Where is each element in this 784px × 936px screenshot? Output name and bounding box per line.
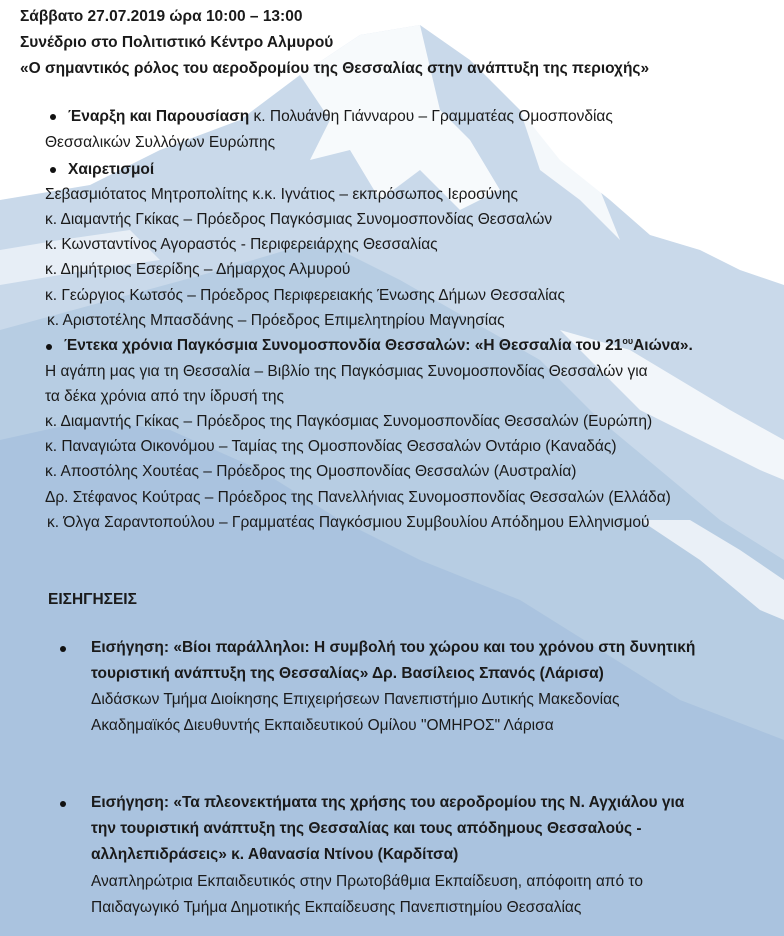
talk2-speaker-role: Παιδαγωγικό Τμήμα Δημοτικής Εκπαίδευσης Πανεπιστημίου Θεσσαλίας [91, 899, 582, 916]
date-line: Σάββατο 27.07.2019 ώρα 10:00 – 13:00 [20, 8, 303, 25]
talk2-title: την τουριστική ανάπτυξη της Θεσσαλίας και τους απόδημους Θεσσαλούς - [91, 820, 642, 837]
talk2-title: Εισήγηση: «Τα πλεονεκτήματα της χρήσης του αεροδρομίου της Ν. Αγχιάλου για [91, 794, 685, 811]
eleven-years-heading-text: Έντεκα χρόνια Παγκόσμια Συνομοσπονδία Θεσσαλών: «Η Θεσσαλία του 21 [64, 337, 623, 354]
opening-line [68, 107, 613, 127]
bullet-icon [60, 646, 66, 652]
bullet-icon [50, 114, 56, 120]
speaker-item: κ. Όλγα Σαραντοπούλου – Γραμματέας Παγκόσμιου Συμβουλίου Απόδημου Ελληνισμού [47, 514, 650, 531]
talk1-title: τουριστική ανάπτυξη της Θεσσαλίας» Δρ. Βασίλειος Σπανός (Λάρισα) [91, 665, 604, 682]
eleven-years-intro: τα δέκα χρόνια από την ίδρυσή της [45, 388, 285, 405]
talk2-speaker-role: Αναπληρώτρια Εκπαιδευτικός στην Πρωτοβάθμια Εκπαίδευση, απόφοιτη από το [91, 873, 643, 890]
eleven-years-intro: Η αγάπη μας για τη Θεσσαλία – Βιβλίο της Παγκόσμιας Συνομοσπονδίας Θεσσαλών για [45, 363, 648, 380]
speaker-item: κ. Αποστόλης Χουτέας – Πρόεδρος της Ομοσπονδίας Θεσσαλών (Αυστραλία) [45, 463, 577, 480]
greetings-heading: Χαιρετισμοί [68, 161, 155, 178]
opening-continuation: Θεσσαλικών Συλλόγων Ευρώπης [45, 134, 276, 151]
bullet-icon [60, 801, 66, 807]
speaker-item: κ. Παναγιώτα Οικονόμου – Ταμίας της Ομοσπονδίας Θεσσαλών Οντάριο (Καναδάς) [45, 438, 617, 455]
speaker-item: Δρ. Στέφανος Κούτρας – Πρόεδρος της Πανελλήνιας Συνομοσπονδίας Θεσσαλών (Ελλάδα) [45, 489, 671, 506]
opening-label: Έναρξη και Παρουσίαση [68, 108, 250, 125]
greeting-item: κ. Κωνσταντίνος Αγοραστός - Περιφερειάρχης Θεσσαλίας [45, 236, 438, 253]
talk1-speaker-role: Ακαδημαϊκός Διευθυντής Εκπαιδευτικού Ομίλου "ΟΜΗΡΟΣ" Λάρισα [91, 717, 554, 734]
eleven-years-heading [64, 336, 693, 356]
bullet-icon [46, 344, 52, 350]
opening-presenter: κ. Πολυάνθη Γιάνναρου – Γραμματέας Ομοσπονδίας [249, 108, 613, 125]
talk1-speaker-role: Διδάσκων Τμήμα Διοίκησης Επιχειρήσεων Πανεπιστήμιο Δυτικής Μακεδονίας [91, 691, 620, 708]
talks-heading: ΕΙΣΗΓΗΣΕΙΣ [48, 591, 137, 608]
greeting-item: Σεβασμιότατος Μητροπολίτης κ.κ. Ιγνάτιος – εκπρόσωπος Ιεροσύνης [45, 186, 518, 203]
greeting-item: κ. Αριστοτέλης Μπασδάνης – Πρόεδρος Επιμελητηρίου Μαγνησίας [47, 312, 505, 329]
greeting-item: κ. Δημήτριος Εσερίδης – Δήμαρχος Αλμυρού [45, 261, 351, 278]
speaker-item: κ. Διαμαντής Γκίκας – Πρόεδρος της Παγκόσμιας Συνομοσπονδίας Θεσσαλών (Ευρώπη) [45, 413, 653, 430]
eleven-years-heading-end: Αιώνα». [633, 337, 693, 354]
conference-title: «Ο σημαντικός ρόλος του αεροδρομίου της Θεσσαλίας στην ανάπτυξη της περιοχής» [20, 60, 650, 77]
venue-line: Συνέδριο στο Πολιτιστικό Κέντρο Αλμυρού [20, 34, 334, 51]
greeting-item: κ. Διαμαντής Γκίκας – Πρόεδρος Παγκόσμιας Συνομοσπονδίας Θεσσαλών [45, 211, 553, 228]
bullet-icon [50, 167, 56, 173]
heading-superscript: ου [622, 335, 634, 346]
talk1-title: Εισήγηση: «Βίοι παράλληλοι: Η συμβολή του χώρου και του χρόνου στη δυνητική [91, 639, 696, 656]
talk2-title: αλληλεπιδράσεις» κ. Αθανασία Ντίνου (Καρδίτσα) [91, 846, 459, 863]
greeting-item: κ. Γεώργιος Κωτσός – Πρόεδρος Περιφερειακής Ένωσης Δήμων Θεσσαλίας [45, 287, 565, 304]
